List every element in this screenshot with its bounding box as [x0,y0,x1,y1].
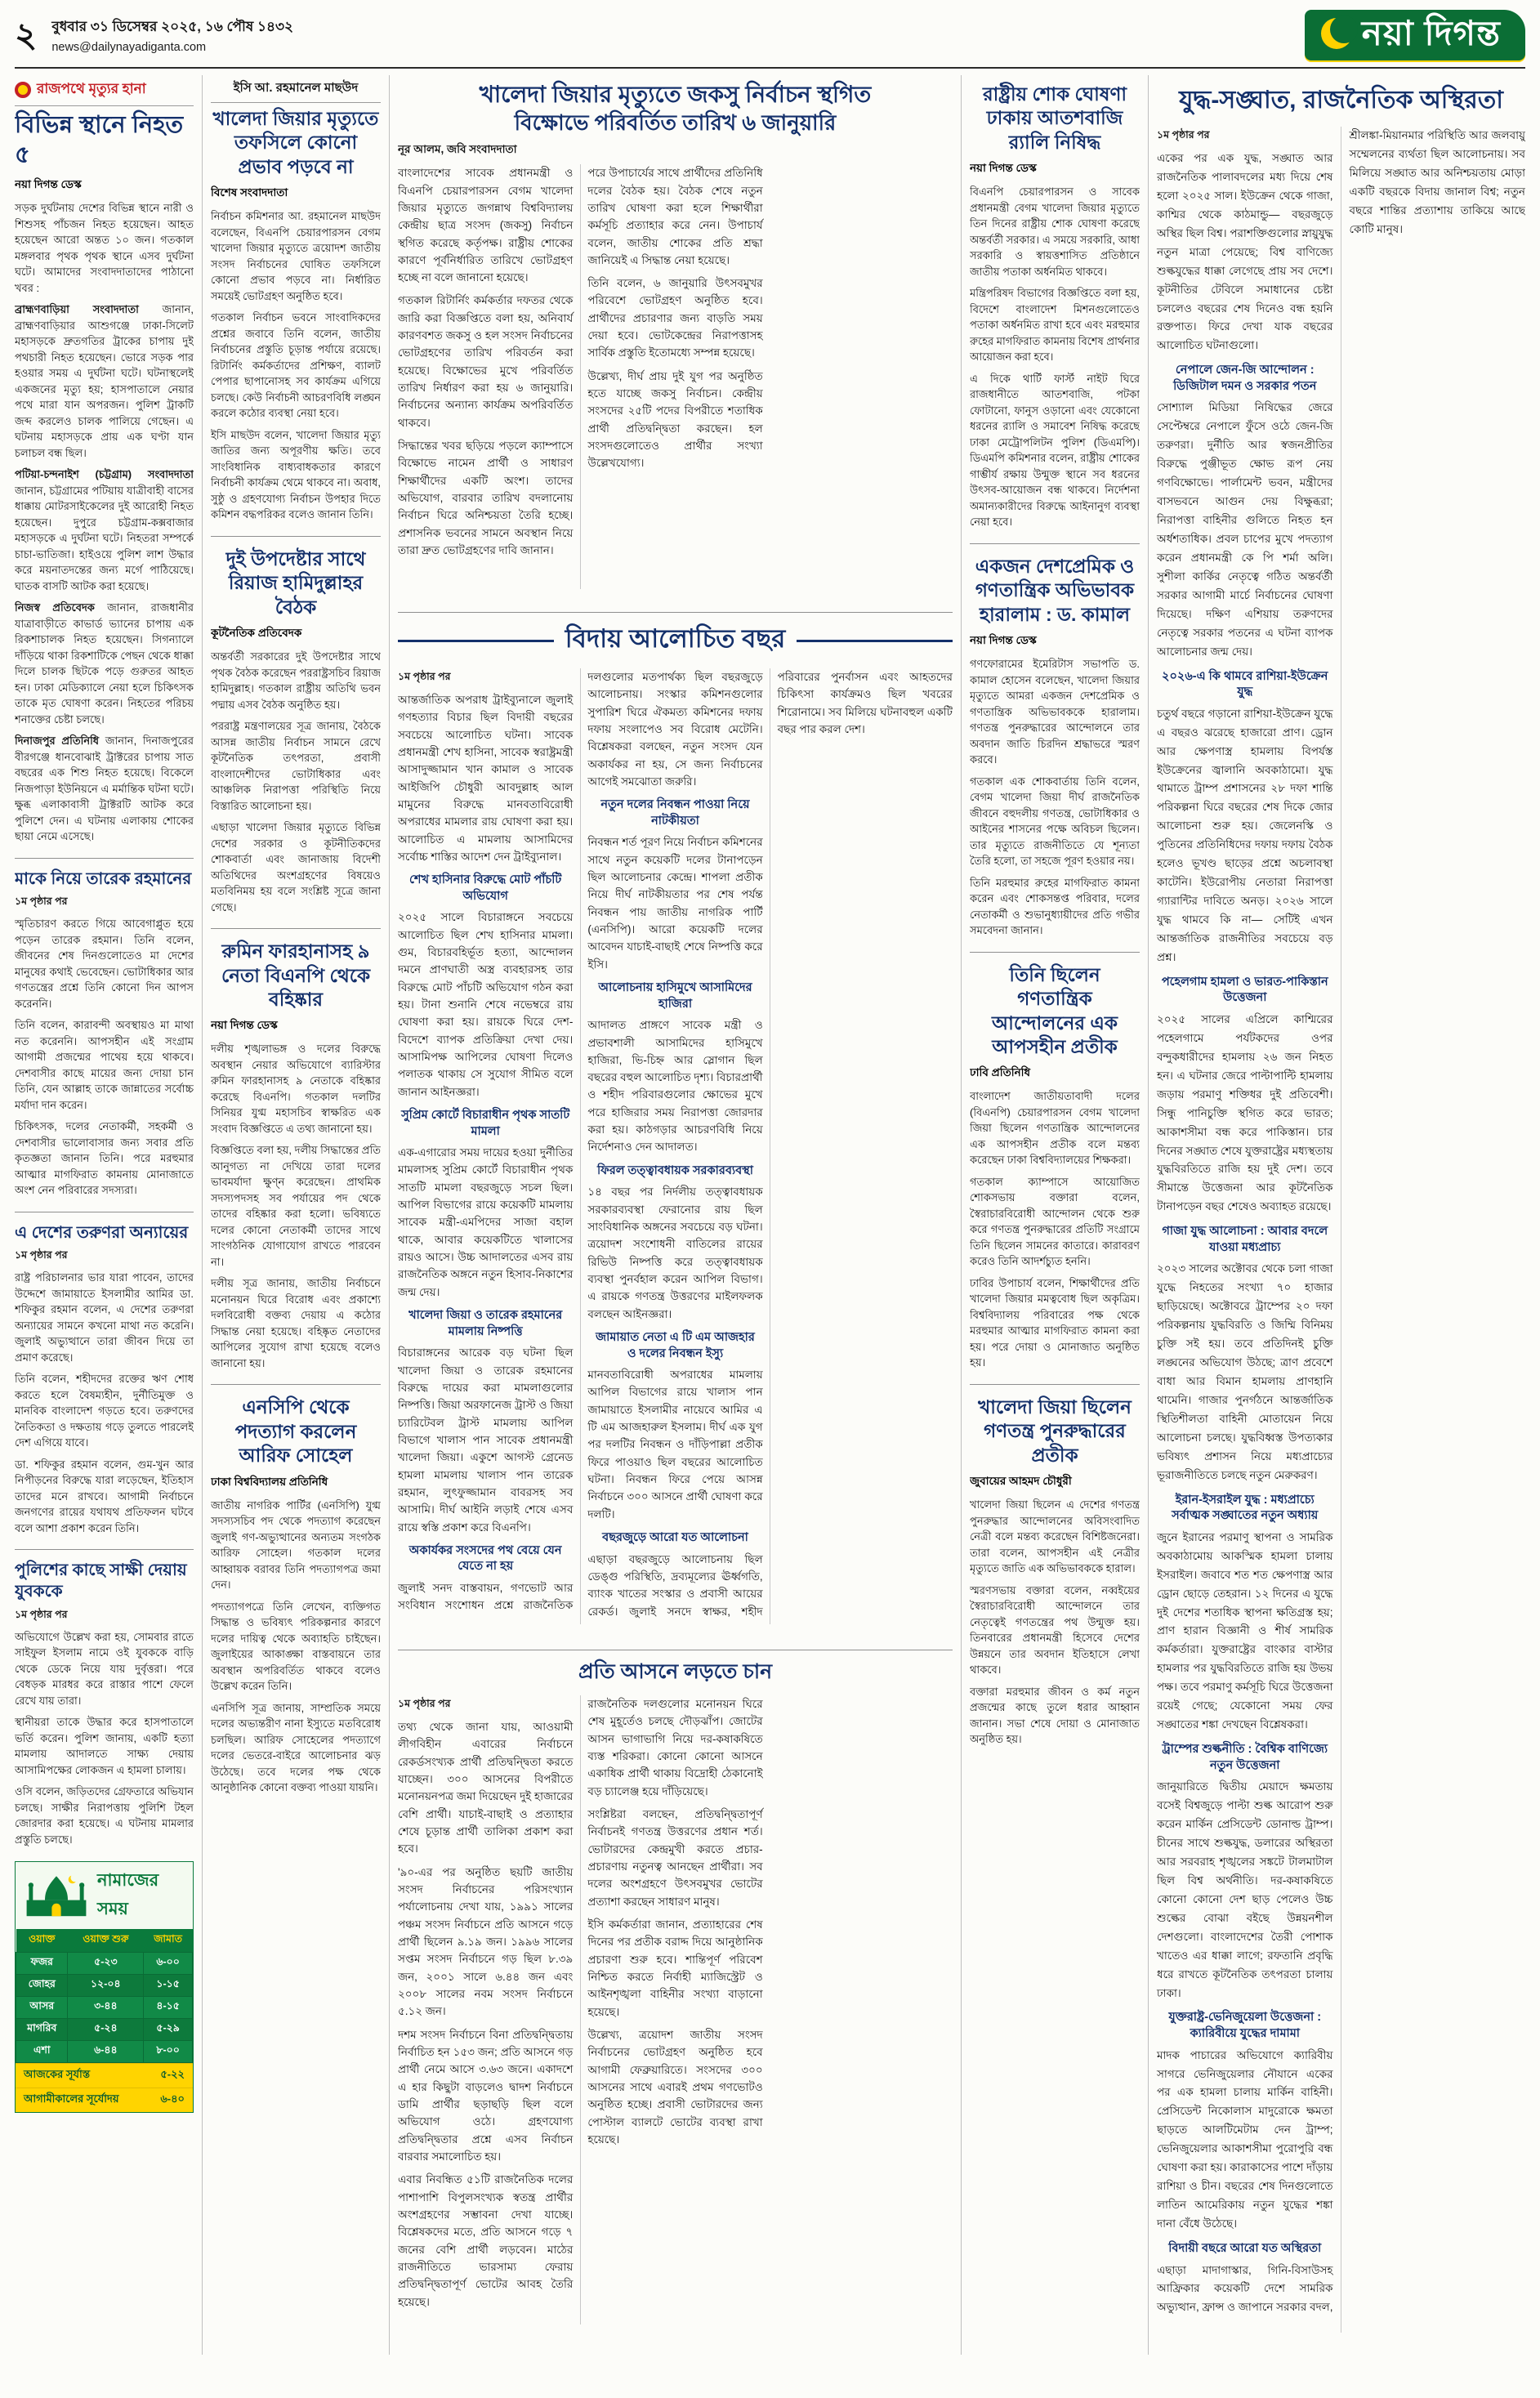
sunset-row [16,2063,193,2088]
news-paragraph: স্থানীয়রা তাকে উদ্ধার করে হাসপাতালে ভর্তি করেন। পুলিশ জানায়, একটি হত্যা মামলায় আদালতে সাক্ষ্য দেয়ায় আসামিপক্ষের লোকজন এ হামলা চালায়। [15,1716,194,1776]
column-middle [389,75,961,2355]
news-paragraph: অন্তর্বর্তী সরকারের দুই উপদেষ্টার সাথে পৃথক বৈঠক করেছেন পররাষ্ট্রসচিব রিয়াজ হামিদুল্লাহ। গতকাল রাষ্ট্রীয় অতিথি ভবন পদ্মায় এসব বৈঠক অনুষ্ঠিত হয়। [211,650,381,711]
dateline: নিজস্ব প্রতিবেদক [15,601,95,614]
news-paragraph [15,467,194,594]
prayer-table [16,1929,193,2063]
news-paragraph: এছাড়া বছরজুড়ে আলোচনায় ছিল ডেঙ্গু পরিস্থিতি, দ্রব্যমূল্যের ঊর্ধ্বগতি, ব্যাংক খাতের সংস্কার ও প্রবাসী আয়ের রেকর্ড। জুলাই সনদে স্বাক্ষর, শহীদ পরিবারের পুনর্বাসন এবং আহতদের চিকিৎসা কার্যক্রমও ছিল খবরের শিরোনামে। সব মিলিয়ে ঘটনাবহুল একটি বছর পার করল দেশ। [587,671,953,1618]
continued-from-page1: ১ম পৃষ্ঠার পর [1157,129,1210,141]
section-subhead: শেখ হাসিনার বিরুদ্ধে মোট পাঁচটি অভিযোগ [409,873,562,903]
news-paragraph: বাংলাদেশ জাতীয়তাবাদী দলের (বিএনপি) চেয়ারপারসন বেগম খালেদা জিয়া ছিলেন গণতান্ত্রিক আন্দোলনের এক আপসহীন প্রতীক বলে মন্তব্য করেছেন ঢাকা বিশ্ববিদ্যালয়ের শিক্ষকরা। [970,1090,1140,1167]
news-paragraph: একের পর এক যুদ্ধ, সঙ্ঘাত আর রাজনৈতিক পালাবদলের মধ্য দিয়ে শেষ হলো ২০২৫ সাল। ইউক্রেন থেকে গাজা, কাশ্মির থেকে কাঠমান্ডু— বছরজুড়ে অস্থির ছিল বিশ্ব। পরাশক্তিগুলোর স্নায়ুযুদ্ধ নতুন মাত্রা পেয়েছে; বিশ্ব বাণিজ্যে শুল্কযুদ্ধের ধাক্কা লেগেছে প্রায় সব দেশে। কূটনীতির টেবিলে সমাধানের চেষ্টা চললেও বছরের শেষ দিনেও বন্ধ হয়নি রক্তপাত। ফিরে দেখা যাক বছরের আলোচিত ঘটনাগুলো। [1157,152,1333,352]
news-paragraph [15,733,194,845]
article-headline: এ দেশের তরুণরা অন্যায়ের [15,1223,189,1242]
road-accident-icon [15,82,31,98]
decorative-rule [398,640,554,642]
prayer-col-header: ওয়াক্ত শুরু [68,1929,144,1953]
news-paragraph: পরে উপাচার্যের সাথে প্রার্থীদের প্রতিনিধি দলের বৈঠক হয়। বৈঠক শেষে নতুন তারিখ ঘোষণা করা হলে শিক্ষার্থীরা কর্মসূচি প্রত্যাহার করে নেন। উপাচার্য বলেন, জাতীয় শোকের প্রতি শ্রদ্ধা জানিয়েই এ সিদ্ধান্ত নেয়া হয়েছে। [587,167,763,266]
prayer-times-widget [15,1861,194,2113]
section-subhead: যুক্তরাষ্ট্র-ভেনিজুয়েলা উত্তেজনা : ক্যারিবীয়ে যুদ্ধের দামামা [1168,2011,1322,2040]
byline: কূটনৈতিক প্রতিবেদক [211,627,302,640]
prayer-row [16,1953,193,1975]
column-1 [15,75,202,2355]
article-headline: যুদ্ধ-সঙ্ঘাত, রাজনৈতিক অস্থিরতা [1179,87,1503,114]
news-paragraph: অভিযোগে উল্লেখ করা হয়, সোমবার রাতে সাইফুল ইসলাম নামে ওই যুবককে বাড়ি থেকে ডেকে নিয়ে যায় দুর্বৃত্তরা। পরে বেধড়ক মারধর করে রাস্তার পাশে ফেলে রেখে যায় তারা। [15,1630,194,1707]
mosque-icon [22,1873,91,1918]
section-subhead: জামায়াত নেতা এ টি এম আজহার ও দলের নিবন্ধন ইস্যু [596,1330,755,1360]
article-headline: মাকে নিয়ে তারেক রহমানের [15,869,192,888]
article-body [1157,127,1525,2333]
news-paragraph: বিচারাঙ্গনের আরেক বড় ঘটনা ছিল খালেদা জিয়া ও তারেক রহমানের বিরুদ্ধে দায়ের করা মামলাগুলোর নিষ্পত্তি। জিয়া অরফানেজ ট্রাস্ট ও জিয়া চ্যারিটেবল ট্রাস্ট মামলায় আপিল বিভাগে খালাস পান সাবেক প্রধানমন্ত্রী খালেদা জিয়া। একুশে আগস্ট গ্রেনেড হামলা মামলায় খালাস পান তারেক রহমান, লুৎফুজ্জামান বাবরসহ সব আসামি। দীর্ঘ আইনি লড়াই শেষে এসব রায়ে স্বস্তি প্রকাশ করে বিএনপি। [398,1346,574,1534]
section-subhead: বিদায়ী বছরে আরো যত অস্থিরতা [1168,2241,1322,2255]
prayer-row [16,2019,193,2041]
prayer-row [16,2041,193,2063]
prayer-header [16,1862,193,1926]
news-paragraph: তথ্য থেকে জানা যায়, আওয়ামী লীগবিহীন এবারের নির্বাচনে রেকর্ডসংখ্যক প্রার্থী প্রতিদ্বন্দ্বিতা করতে যাচ্ছেন। ৩০০ আসনের বিপরীতে মনোনয়নপত্র জমা দিয়েছেন দুই হাজারের বেশি প্রার্থী। যাচাই-বাছাই ও প্রত্যাহার শেষে চূড়ান্ত প্রার্থী তালিকা প্রকাশ করা হবে। [398,1721,574,1855]
article-world-unrest [1157,80,1525,2333]
news-paragraph: গতকাল নির্বাচন ভবনে সাংবাদিকদের প্রশ্নের জবাবে তিনি বলেন, জাতীয় নির্বাচনের প্রস্তুতি চূড়ান্ত পর্যায়ে রয়েছে। রিটার্নিং কর্মকর্তাদের প্রশিক্ষণ, ব্যালট পেপার ছাপানোসহ সব কার্যক্রম এগিয়ে চলছে। কেউ নির্বাচনী আচরণবিধি লঙ্ঘন করলে কঠোর ব্যবস্থা নেয়া হবে। [211,311,381,420]
kicker-row [15,78,194,106]
dateline: ব্রাহ্মণবাড়িয়া সংবাদদাতা [15,303,139,316]
news-paragraph [15,600,194,727]
news-paragraph: দশম সংসদ নির্বাচনে বিনা প্রতিদ্বন্দ্বিতায় নির্বাচিত হন ১৫৩ জন; প্রতি আসনে গড় প্রার্থী নেমে আসে ৩.৬৩ জনে। একাদশে এ হার কিছুটা বাড়লেও দ্বাদশ নির্বাচনে ডামি প্রার্থীর ছড়াছড়ি ছিল বলে অভিযোগ ওঠে। গ্রহণযোগ্য প্রতিদ্বন্দ্বিতার প্রশ্নে এসব নির্বাচন বারবার সমালোচিত হয়। [398,2028,574,2163]
news-paragraph: এছাড়া মাদাগাস্কার, গিনি-বিসাউসহ আফ্রিকার কয়েকটি দেশে সামরিক অভ্যুত্থান, ফ্রান্স ও জাপানে সরকার বদল, শ্রীলঙ্কা-মিয়ানমার পরিস্থিতি আর জলবায়ু সম্মেলনের ব্যর্থতা ছিল আলোচনায়। সব মিলিয়ে সঙ্ঘাত আর অনিশ্চয়তায় মোড়া একটি বছরকে বিদায় জানাল বিশ্ব; নতুন বছরে শান্তির প্রত্যাশায় তাকিয়ে আছে কোটি মানুষ। [1157,129,1525,2314]
decorative-rule [797,640,953,642]
news-paragraph: খালেদা জিয়া ছিলেন এ দেশের গণতন্ত্র পুনরুদ্ধার আন্দোলনের অবিসংবাদিত নেত্রী বলে মন্তব্য করেছেন বিশিষ্টজনেরা। তারা বলেন, আপসহীন এই নেত্রীর মৃত্যুতে জাতি এক অভিভাবককে হারাল। [970,1498,1140,1575]
article-headline-line1: খালেদা জিয়ার মৃত্যুতে জকসু নির্বাচন স্থগিত [479,82,872,107]
news-paragraph: সোশ্যাল মিডিয়া নিষিদ্ধের জেরে সেপ্টেম্বরে নেপালে ফুঁসে ওঠে জেন-জি তরুণরা। দুর্নীতি আর স্বজনপ্রীতির বিরুদ্ধে পুঞ্জীভূত ক্ষোভ রূপ নেয় গণবিক্ষোভে। পার্লামেন্ট ভবন, মন্ত্রীদের বাসভবনে আগুন দেয় বিক্ষুব্ধরা; নিরাপত্তা বাহিনীর গুলিতে নিহত হন অর্ধশতাধিক। প্রবল চাপের মুখে পদত্যাগ করেন প্রধানমন্ত্রী কে পি শর্মা অলি। সুশীলা কার্কির নেতৃত্বে গঠিত অন্তর্বর্তী সরকার আগামী মার্চে নির্বাচনের ঘোষণা দিয়েছে। দক্ষিণ এশিয়ায় তরুণদের নেতৃত্বে সরকার পতনের এ ঘটনা ব্যাপক আলোচনার জন্ম দেয়। [1157,401,1333,658]
news-paragraph: এক-এগারোর সময় দায়ের হওয়া দুর্নীতির মামলাসহ সুপ্রিম কোর্টে বিচারাধীন পৃথক সাতটি মামলা বছরজুড়ে সচল ছিল। আপিল বিভাগের রায়ে কয়েকটি মামলায় সাবেক মন্ত্রী-এমপিদের সাজা বহাল থাকে, আবার কয়েকটিতে খালাসের রায়ও আসে। উচ্চ আদালতের এসব রায় রাজনৈতিক অঙ্গনে নতুন হিসাব-নিকাশের জন্ম দেয়। [398,1146,574,1298]
article-body [398,1695,953,2324]
continued-from-page1: ১ম পৃষ্ঠার পর [398,1698,451,1709]
news-paragraph: উল্লেখ্য, দীর্ঘ প্রায় দুই যুগ পর অনুষ্ঠিত হতে যাচ্ছে জকসু নির্বাচন। কেন্দ্রীয় সংসদের ২৫টি পদের বিপরীতে শতাধিক প্রার্থী প্রতিদ্বন্দ্বিতা করছেন। হল সংসদগুলোতেও প্রার্থীর সংখ্যা উল্লেখযোগ্য। [587,369,763,470]
news-paragraph: জানুয়ারিতে দ্বিতীয় মেয়াদে ক্ষমতায় বসেই বিশ্বজুড়ে পাল্টা শুল্ক আরোপ শুরু করেন মার্কিন প্রেসিডেন্ট ডোনাল্ড ট্রাম্প। চীনের সাথে শুল্কযুদ্ধ, ডলারের অস্থিরতা আর সরবরাহ শৃঙ্খলের সঙ্কটে টালমাটাল ছিল বিশ্ব অর্থনীতি। দর-কষাকষিতে কোনো কোনো দেশ ছাড় পেলেও উচ্চ শুল্কের বোঝা বইছে উন্নয়নশীল দেশগুলো। বাংলাদেশের তৈরী পোশাক খাতেও এর ধাক্কা লাগে; রফতানি প্রবৃদ্ধি ধরে রাখতে কূটনৈতিক তৎপরতা চালায় ঢাকা। [1157,1780,1333,1999]
news-paragraph: গণফোরামের ইমেরিটাস সভাপতি ড. কামাল হোসেন বলেছেন, খালেদা জিয়ার মৃত্যুতে আমরা একজন দেশপ্রেমিক ও গণতান্ত্রিক অভিভাবককে হারালাম। গণতন্ত্র পুনরুদ্ধারের আন্দোলনে তার অবদান জাতি চিরদিন শ্রদ্ধাভরে স্মরণ করবে। [970,658,1140,766]
sunrise-time: ৬-৪০ [160,2092,185,2106]
section-year-review [398,612,953,1643]
news-paragraph: তিনি বলেন, শহীদদের রক্তের ঋণ শোধ করতে হলে বৈষম্যহীন, দুর্নীতিমুক্ত ও মানবিক বাংলাদেশ গড়তে হবে। তরুণদের নৈতিকতা ও দক্ষতায় গড়ে তুলতে পারলেই দেশ এগিয়ে যাবে। [15,1373,194,1449]
news-paragraph: বিএনপি চেয়ারপারসন ও সাবেক প্রধানমন্ত্রী বেগম খালেদা জিয়ার মৃত্যুতে তিন দিনের রাষ্ট্রীয় শোক ঘোষণা করেছে অন্তর্বর্তী সরকার। এ সময়ে সরকারি, আধা সরকারি ও স্বায়ত্তশাসিত প্রতিষ্ঠানে জাতীয় পতাকা অর্ধনমিত থাকবে। [970,185,1140,278]
section-subhead: আলোচনায় হাসিমুখে আসামিদের হাজিরা [598,981,752,1011]
crescent-icon [1321,18,1352,49]
continued-from-page1: ১ম পৃষ্ঠার পর [15,1608,68,1620]
section-subhead: সুপ্রিম কোর্টে বিচারাধীন পৃথক সাতটি মামলা [401,1109,570,1138]
article-headline: তিনি ছিলেন গণতান্ত্রিক আন্দোলনের এক আপসহীন প্রতীক [992,963,1118,1057]
article-youth [15,1212,194,1543]
column-2 [202,75,389,2355]
continued-from-page1: ১ম পৃষ্ঠার পর [398,671,451,682]
sunset-label: আজকের সূর্যাস্ত [24,2068,91,2081]
section-title: বিদায় আলোচিত বছর [565,624,786,653]
continued-from-page1: ১ম পৃষ্ঠার পর [15,1249,68,1262]
section-body [398,668,953,1624]
news-paragraph: ঢাবির উপাচার্য বলেন, শিক্ষার্থীদের প্রতি খালেদা জিয়ার মমত্ববোধ ছিল অকৃত্রিম। বিশ্ববিদ্যালয় পরিবারের পক্ষ থেকে মরহুমার আত্মার মাগফিরাত কামনা করা হয়। পরে দোয়া ও মোনাজাত অনুষ্ঠিত হয়। [970,1276,1140,1369]
news-paragraph: এনসিপি সূত্র জানায়, সাম্প্রতিক সময়ে দলের অভ্যন্তরীণ নানা ইস্যুতে মতবিরোধ চলছিল। আরিফ সোহেলের পদত্যাগে দলের ভেতরে-বাইরে আলোচনার ঝড় উঠেছে। তবে দলের পক্ষ থেকে আনুষ্ঠানিক কোনো বক্তব্য পাওয়া যায়নি। [211,1701,381,1794]
section-title-row [398,619,953,662]
prayer-start: ৫-২৩ [68,1953,144,1975]
news-paragraph: ১৪ বছর পর নির্দলীয় তত্ত্বাবধায়ক সরকারব্যবস্থা ফেরানোর রায় ছিল সাংবিধানিক অঙ্গনের সবচেয়ে বড় ঘটনা। ত্রয়োদশ সংশোধনী বাতিলের রায়ের রিভিউ নিষ্পত্তি করে তত্ত্বাবধায়ক ব্যবস্থা পুনর্বহাল করেন আপিল বিভাগ। এ রায়কে গণতন্ত্র উত্তরণের মাইলফলক বলছেন আইনজ্ঞরা। [587,1186,763,1320]
byline: বিশেষ সংবাদদাতা [211,186,288,199]
article-dr-kamal [970,543,1140,944]
article-headline: এনসিপি থেকে পদত্যাগ করলেন আরিফ সোহেল [234,1396,357,1467]
news-paragraph: তিনি বলেন, ৬ জানুয়ারি উৎসবমুখর পরিবেশে ভোটগ্রহণ অনুষ্ঠিত হবে। প্রার্থীদের প্রচারণার জন্য বাড়তি সময় দেয়া হবে। ভোটকেন্দ্রের নিরাপত্তাসহ সার্বিক প্রস্তুতি ইতোমধ্যে সম্পন্ন হয়েছে। [587,277,763,359]
article-foreign-secretary-meeting [211,536,381,921]
article-kicker: রাজপথে মৃত্যুর হানা [37,81,146,96]
news-paragraph: গতকাল ক্যাম্পাসে আয়োজিত শোকসভায় বক্তারা বলেন, স্বৈরাচারবিরোধী আন্দোলন থেকে শুরু করে গণতন্ত্র পুনরুদ্ধারের প্রতিটি সংগ্রামে তিনি ছিলেন সামনের কাতারে। কারাবরণ করেও তিনি আদর্শচ্যুত হননি। [970,1175,1140,1268]
news-paragraph: এ দিকে থার্টি ফার্স্ট নাইট ঘিরে রাজধানীতে আতশবাজি, পটকা ফোটানো, ফানুস ওড়ানো এবং যেকোনো ধরনের র‌্যালি ও সমাবেশ নিষিদ্ধ করেছে ঢাকা মেট্রোপলিটন পুলিশ (ডিএমপি)। ডিএমপি কমিশনার বলেন, রাষ্ট্রীয় শোকের গাম্ভীর্য রক্ষায় উন্মুক্ত স্থানে সব ধরনের উৎসব-আয়োজন বন্ধ থাকবে। নির্দেশনা অমান্যকারীদের বিরুদ্ধে আইনানুগ ব্যবস্থা নেয়া হবে। [970,372,1140,529]
article-tarek-mother [15,858,194,1204]
sunrise-label: আগামীকালের সূর্যোদয় [24,2092,119,2106]
article-du-tribute [970,952,1140,1377]
news-paragraph [15,301,194,461]
news-paragraph: '৯০-এর পর অনুষ্ঠিত ছয়টি জাতীয় সংসদ নির্বাচনের পরিসংখ্যান পর্যালোচনায় দেখা যায়, ১৯৯১ সালের পঞ্চম সংসদ নির্বাচনে প্রতি আসনে গড়ে প্রার্থী ছিলেন ৯.১৯ জন। ১৯৯৬ সালের সপ্তম সংসদ নির্বাচনে গড় ছিল ৮.৩৯ জন, ২০০১ সালে ৬.৪৪ জন এবং ২০০৮ সালের নবম সংসদ নির্বাচনে ৫.১২ জন। [398,1865,574,2018]
article-khaleda-democracy [970,1384,1140,1753]
article-bnp-expulsion [211,928,381,1377]
newspaper-logo [1305,10,1525,60]
news-text: জানান, রাজধানীর যাত্রাবাড়ীতে কাভার্ড ভ্যানের চাপায় এক রিকশাচালক নিহত হয়েছেন। সিগন্যালে দাঁড়িয়ে থাকা রিকশাটিকে পেছন থেকে ধাক্কা দিলে চালক ছিটকে পড়ে গুরুতর আহত হন। ঢাকা মেডিক্যালে নেয়া হলে চিকিৎসক তাকে মৃত ঘোষণা করেন। নিহতের পরিচয় শনাক্তের চেষ্টা চলছে। [15,601,194,726]
section-subhead: ফিরল তত্ত্বাবধায়ক সরকারব্যবস্থা [597,1163,753,1177]
prayer-jamat: ৫-২৯ [144,2019,193,2041]
article-headline: রাষ্ট্রীয় শোক ঘোষণা ঢাকায় আতশবাজি র‌্যালি নিষিদ্ধ [982,83,1127,153]
article-headline: একজন দেশপ্রেমিক ও গণতান্ত্রিক অভিভাবক হারালাম : ড. কামাল [975,555,1135,625]
dateline: পটিয়া-চন্দনাইশ (চট্টগ্রাম) সংবাদদাতা [15,468,194,481]
article-headline: পুলিশের কাছে সাক্ষী দেয়ায় যুবককে [15,1561,187,1601]
sunrise-row [16,2088,193,2112]
page-number: ২ [15,16,38,54]
news-paragraph: পররাষ্ট্র মন্ত্রণালয়ের সূত্র জানায়, বৈঠকে আসন্ন জাতীয় নির্বাচন সামনে রেখে কূটনৈতিক তৎপরতা, প্রবাসী বাংলাদেশীদের ভোটাধিকার এবং আঞ্চলিক নিরাপত্তা পরিস্থিতি নিয়ে বিস্তারিত আলোচনা হয়। [211,720,381,812]
byline: জুবায়ের আহমদ চৌধুরী [970,1475,1072,1488]
date-line: বুধবার ৩১ ডিসেম্বর ২০২৫, ১৬ পৌষ ১৪৩২ [51,19,294,34]
news-paragraph: ইসি কর্মকর্তারা জানান, প্রত্যাহারের শেষ দিনের পর প্রতীক বরাদ্দ দিয়ে আনুষ্ঠানিক প্রচারণা শুরু হবে। শান্তিপূর্ণ পরিবেশ নিশ্চিত করতে নির্বাহী ম্যাজিস্ট্রেট ও আইনশৃঙ্খলা বাহিনীর সংখ্যা বাড়ানো হয়েছে। [587,1918,763,2018]
news-paragraph: বক্তারা মরহুমার জীবন ও কর্ম নতুন প্রজন্মের কাছে তুলে ধরার আহ্বান জানান। সভা শেষে দোয়া ও মোনাজাত অনুষ্ঠিত হয়। [970,1685,1140,1746]
news-paragraph: পদত্যাগপত্রে তিনি লেখেন, ব্যক্তিগত সিদ্ধান্ত ও ভবিষ্যৎ পরিকল্পনার কারণে দলের দায়িত্ব থেকে অব্যাহতি চাইছেন। জুলাইয়ের আকাঙ্ক্ষা বাস্তবায়নে তার অবস্থান অপরিবর্তিত থাকবে বলেও উল্লেখ করেন তিনি। [211,1600,381,1693]
section-subhead: নতুন দলের নিবন্ধন পাওয়া নিয়ে নাটকীয়তা [600,798,750,828]
news-paragraph: এবার নিবন্ধিত ৫১টি রাজনৈতিক দলের পাশাপাশি বিপুলসংখ্যক স্বতন্ত্র প্রার্থীর অংশগ্রহণের সম্ভাবনা দেখা যাচ্ছে। বিশ্লেষকদের মতে, প্রতি আসনে গড়ে ৭ জনের বেশি প্রার্থী লড়বেন। মাঠের রাজনীতিতে ভারসাম্য ফেরায় প্রতিদ্বন্দ্বিতাপূর্ণ ভোটের আবহ তৈরি হয়েছে। [398,2173,574,2308]
prayer-jamat: ৮-০০ [144,2041,193,2063]
page-header [15,10,1525,69]
page-columns [15,75,1525,2355]
news-paragraph: এছাড়া খালেদা জিয়ার মৃত্যুতে বিভিন্ন দেশের সরকার ও কূটনীতিকদের শোকবার্তা এবং জানাজায় বিদেশী অতিথিদের অংশগ্রহণের বিষয়েও মতবিনিময় হয় বলে সংশ্লিষ্ট সূত্রে জানা গেছে। [211,821,381,913]
section-subhead: ইরান-ইসরাইল যুদ্ধ : মধ্যপ্রাচ্যে সর্বাত্মক সঙ্ঘাতের নতুন অধ্যায় [1172,1493,1319,1523]
prayer-jamat: ৪-১৫ [144,1997,193,2019]
dateline: দিনাজপুর প্রতিনিধি [15,735,100,748]
article-state-mourning [970,78,1140,536]
article-ncp-resignation [211,1384,381,1801]
news-paragraph: স্মৃতিচারণ করতে গিয়ে আবেগাপ্লুত হয়ে পড়েন তারেক রহমান। তিনি বলেন, জীবনের শেষ দিনগুলোতেও মা দেশের মানুষের কথাই ভেবেছেন। ভোটাধিকার আর গণতন্ত্রের প্রশ্নে তিনি কোনো দিন আপস করেননি। [15,918,194,1010]
byline: নয়া দিগন্ত ডেস্ক [970,634,1037,647]
prayer-jamat: ৬-০০ [144,1953,193,1975]
section-subhead: ২০২৬-এ কি থামবে রাশিয়া-ইউক্রেন যুদ্ধ [1162,669,1328,699]
article-headline: খালেদা জিয়ার মৃত্যুতে তফসিলে কোনো প্রভাব পড়বে না [212,108,379,177]
news-paragraph: গতকাল রিটার্নিং কর্মকর্তার দফতর থেকে জারি করা বিজ্ঞপ্তিতে বলা হয়, অনিবার্য কারণবশত জকসু ও হল সংসদ নির্বাচনের ভোটগ্রহণের তারিখ পরিবর্তন করা হয়েছে। বিক্ষোভের মুখে পরিবর্তিত তারিখ নির্ধারণ করা হয় ৬ জানুয়ারি। নির্বাচনের অন্যান্য কার্যক্রম অপরিবর্তিত থাকবে। [398,294,574,429]
news-paragraph: তিনি বলেন, কারাবন্দী অবস্থায়ও মা মাথা নত করেননি। আপসহীন এই সংগ্রাম আগামী প্রজন্মের পাথেয় হয়ে থাকবে। দেশবাসীর কাছে মায়ের জন্য দোয়া চান তিনি, যেন আল্লাহ তাকে জান্নাতের সর্বোচ্চ মর্যাদা দান করেন। [15,1019,194,1111]
news-paragraph: তিনি মরহুমার রুহের মাগফিরাত কামনা করেন এবং শোকসন্তপ্ত পরিবার, দলের নেতাকর্মী ও শুভানুধ্যায়ীদের প্রতি গভীর সমবেদনা জানান। [970,876,1140,937]
prayer-header-row [16,1929,193,1953]
section-subhead: পহেলগাম হামলা ও ভারত-পাকিস্তান উত্তেজনা [1161,975,1328,1005]
contact-email[interactable]: news@dailynayadiganta.com [51,41,207,54]
continued-from-page1: ১ম পৃষ্ঠার পর [15,895,68,908]
logo-text: নয়া দিগন্ত [1361,14,1501,52]
prayer-row [16,1997,193,2019]
news-paragraph: সিদ্ধান্তের খবর ছড়িয়ে পড়লে ক্যাম্পাসে বিক্ষোভে নামেন প্রার্থী ও সাধারণ শিক্ষার্থীদের একটি অংশ। তাদের অভিযোগ, বারবার তারিখ বদলানোয় নির্বাচন ঘিরে অনিশ্চয়তা তৈরি হচ্ছে। প্রশাসনিক ভবনের সামনে অবস্থান নিয়ে তারা দ্রুত ভোটগ্রহণের দাবি জানান। [398,440,574,557]
news-paragraph: জাতীয় নাগরিক পার্টির (এনসিপি) যুগ্ম সদস্যসচিব পদ থেকে পদত্যাগ করেছেন জুলাই গণ-অভ্যুত্থানের অন্যতম সংগঠক আরিফ সোহেল। গতকাল দলের আহ্বায়ক বরাবর তিনি পদত্যাগপত্র জমা দেন। [211,1498,381,1592]
news-paragraph: বিজ্ঞপ্তিতে বলা হয়, দলীয় সিদ্ধান্তের প্রতি আনুগত্য না দেখিয়ে তারা দলের ভাবমর্যাদা ক্ষুণ্ন করেছেন। প্রাথমিক সদস্যপদসহ সব পর্যায়ের পদ থেকে তাদের বহিষ্কার করা হলো। ভবিষ্যতে দলের কোনো নেতাকর্মী তাদের সাথে সাংগঠনিক যোগাযোগ রাখতে পারবেন না। [211,1144,381,1268]
article-road-deaths [15,78,194,851]
section-subhead: নেপালে জেন-জি আন্দোলন : ডিজিটাল দমন ও সরকার পতন [1173,364,1317,393]
prayer-jamat: ১-১৫ [144,1975,193,1997]
news-paragraph: মানবতাবিরোধী অপরাধের মামলায় আপিল বিভাগের রায়ে খালাস পান জামায়াতে ইসলামীর নায়েবে আমির এ টি এম আজহারুল ইসলাম। দীর্ঘ এক যুগ পর দলটির নিবন্ধন ও দাঁড়িপাল্লা প্রতীক ফিরে পাওয়াও ছিল বছরের আলোচিত ঘটনা। নিবন্ধন ফিরে পেয়ে আসন্ন নির্বাচনে ৩০০ আসনে প্রার্থী ঘোষণা করে দলটি। [587,1369,763,1521]
news-paragraph: নির্বাচন কমিশনার আ. রহমানেল মাছউদ বলেছেন, বিএনপি চেয়ারপারসন বেগম খালেদা জিয়ার মৃত্যুতে ত্রয়োদশ জাতীয় সংসদ নির্বাচনের ঘোষিত তফসিলে কোনো প্রভাব পড়বে না। নির্ধারিত সময়েই ভোটগ্রহণ অনুষ্ঠিত হবে। [211,210,381,302]
news-paragraph: দলীয় সূত্র জানায়, জাতীয় নির্বাচনে মনোনয়ন ঘিরে বিরোধ এবং প্রকাশ্যে দলবিরোধী বক্তব্য দেয়ায় এ কঠোর সিদ্ধান্ত নেয়া হয়েছে। বহিষ্কৃত নেতাদের আপিলের সুযোগ রাখা হয়েছে বলেও জানানো হয়। [211,1277,381,1369]
prayer-name: মাগরিব [16,2019,68,2041]
prayer-start: ৫-২৪ [68,2019,144,2041]
news-paragraph: চতুর্থ বছরে গড়ানো রাশিয়া-ইউক্রেন যুদ্ধে এ বছরও ঝরেছে হাজারো প্রাণ। ড্রোন আর ক্ষেপণাস্ত্র হামলায় বিপর্যস্ত ইউক্রেনের জ্বালানি অবকাঠামো। যুদ্ধ থামাতে ট্রাম্প প্রশাসনের ২৮ দফা শান্তি পরিকল্পনা ঘিরে বছরের শেষ দিকে জোর আলোচনা শুরু হয়। জেলেনস্কি ও পুতিনের প্রতিনিধিদের দফায় দফায় বৈঠক হলেও ভূখণ্ড ছাড়ের প্রশ্নে অচলাবস্থা কাটেনি। ইউরোপীয় নেতারা নিরাপত্তা গ্যারান্টির দাবিতে অনড়। ২০২৬ সালে যুদ্ধ থামবে কি না— সেটিই এখন আন্তর্জাতিক রাজনীতির সবচেয়ে বড় প্রশ্ন। [1157,707,1333,963]
byline: নূর আলম, জবি সংবাদদাতা [398,143,517,156]
prayer-name: জোহর [16,1975,68,1997]
news-paragraph: রাজনৈতিক দলগুলোর মনোনয়ন ঘিরে শেষ মুহূর্তেও চলছে দৌড়ঝাঁপ। জোটের আসন ভাগাভাগি নিয়ে দর-কষাকষিতে ব্যস্ত শরিকরা। কোনো কোনো আসনে একাধিক প্রার্থী থাকায় বিদ্রোহী ঠেকানোই বড় চ্যালেঞ্জ হয়ে দাঁড়িয়েছে। [587,1698,763,1797]
news-paragraph: জুনে ইরানের পরমাণু স্থাপনা ও সামরিক অবকাঠামোয় আকস্মিক হামলা চালায় ইসরাইল। জবাবে শত শত ক্ষেপণাস্ত্র আর ড্রোন ছোড়ে তেহরান। ১২ দিনের এ যুদ্ধে দুই দেশের শতাধিক স্থাপনা ক্ষতিগ্রস্ত হয়; প্রাণ হারান বিজ্ঞানী ও শীর্ষ সামরিক কর্মকর্তারা। যুক্তরাষ্ট্রের বাংকার বাস্টার হামলার পর যুদ্ধবিরতিতে রাজি হয় উভয় পক্ষ। তবে পরমাণু কর্মসূচি ঘিরে উত্তেজনা রয়েই গেছে; যেকোনো সময় ফের সঙ্ঘাতের শঙ্কা দেখছেন বিশ্লেষকরা। [1157,1530,1333,1731]
article-headline: প্রতি আসনে লড়তে চান [578,1660,772,1683]
article-joksu-election [398,78,953,605]
article-headline: রুমিন ফারহানাসহ ৯ নেতা বিএনপি থেকে বহিষ্কার [221,940,371,1010]
news-paragraph: আন্তর্জাতিক অপরাধ ট্রাইব্যুনালে জুলাই গণহত্যার বিচার ছিল বিদায়ী বছরের সবচেয়ে আলোচিত ঘটনা। সাবেক প্রধানমন্ত্রী শেখ হাসিনা, সাবেক স্বরাষ্ট্রমন্ত্রী আসাদুজ্জামান খান কামাল ও সাবেক আইজিপি চৌধুরী আবদুল্লাহ আল মামুনের বিরুদ্ধে মানবতাবিরোধী অপরাধের মামলার রায় ঘোষণা করা হয়। আলোচিত এ মামলায় আসামিদের সর্বোচ্চ শাস্তির আদেশ দেন ট্রাইব্যুনাল। [398,694,574,863]
byline: ঢাবি প্রতিনিধি [970,1066,1031,1079]
article-body [398,164,953,589]
news-paragraph: ওসি বলেন, জড়িতদের গ্রেফতারে অভিযান চলছে। সাক্ষীর নিরাপত্তায় পুলিশি টহল জোরদার করা হয়েছে। এ ঘটনায় মামলার প্রস্তুতি চলছে। [15,1785,194,1846]
news-paragraph: বাংলাদেশের সাবেক প্রধানমন্ত্রী ও বিএনপি চেয়ারপারসন বেগম খালেদা জিয়ার মৃত্যুতে জগন্নাথ বিশ্ববিদ্যালয় কেন্দ্রীয় ছাত্র সংসদ (জকসু) নির্বাচন স্থগিত করেছে কর্তৃপক্ষ। রাষ্ট্রীয় শোকের কারণে পূর্বনির্ধারিত তারিখে ভোটগ্রহণ হচ্ছে না বলে জানানো হয়েছে। [398,167,574,284]
news-text: জানান, চট্টগ্রামের পটিয়ায় যাত্রীবাহী বাসের ধাক্কায় মোটরসাইকেলের দুই আরোহী নিহত হয়েছেন। দুপুরে চট্টগ্রাম-কক্সবাজার মহাসড়কে এ দুর্ঘটনা ঘটে। নিহতরা সম্পর্কে চাচা-ভাতিজা। হাইওয়ে পুলিশ লাশ উদ্ধার করে ময়নাতদন্তের জন্য মর্গে পাঠিয়েছে। ঘাতক বাসটি আটক করা হয়েছে। [15,484,194,592]
section-subhead: গাজা যুদ্ধ আলোচনা : আবার বদলে যাওয়া মধ্যপ্রাচ্য [1162,1225,1328,1254]
prayer-start: ৬-৪৪ [68,2041,144,2063]
article-witness [15,1549,194,1853]
news-paragraph: সড়ক দুর্ঘটনায় দেশের বিভিন্ন স্থানে নারী ও শিশুসহ পাঁচজন নিহত হয়েছেন। আহত হয়েছেন আরো অন্তত ১০ জন। গতকাল মঙ্গলবার পৃথক পৃথক স্থানে এসব দুর্ঘটনা ঘটে। আমাদের সংবাদদাতাদের পাঠানো খবর : [15,202,194,294]
news-text: জানান, দিনাজপুরের বীরগঞ্জে ধানবোঝাই ট্রাক্টরের চাপায় সাত বছরের এক শিশু নিহত হয়েছে। বিকেলে নিজপাড়া ইউনিয়নে এ মর্মান্তিক ঘটনা ঘটে। ক্ষুব্ধ এলাকাবাসী ট্রাক্টরটি আটক করে পুলিশে দেন। এ ঘটনায় এলাকায় শোকের ছায়া নেমে এসেছে। [15,735,194,843]
prayer-name: ফজর [16,1953,68,1975]
column-right [1148,75,1525,2355]
prayer-name: এশা [16,2041,68,2063]
section-subhead: খালেদা জিয়া ও তারেক রহমানের মামলায় নিষ্পত্তি [408,1309,563,1338]
news-paragraph: গতকাল এক শোকবার্তায় তিনি বলেন, বেগম খালেদা জিয়া দীর্ঘ রাজনৈতিক জীবনে বহুদলীয় গণতন্ত্র, ভোটাধিকার ও আইনের শাসনের পক্ষে অবিচল ছিলেন। তার মৃত্যুতে রাজনীতিতে যে শূন্যতা তৈরি হলো, তা সহজে পূরণ হওয়ার নয়। [970,775,1140,868]
news-paragraph: স্মরণসভায় বক্তারা বলেন, নব্বইয়ের স্বৈরাচারবিরোধী আন্দোলনে তার নেতৃত্বেই গণতন্ত্রের পথ উন্মুক্ত হয়। তিনবারের প্রধানমন্ত্রী হিসেবে দেশের উন্নয়নে তার অবদান ইতিহাসে লেখা থাকবে। [970,1583,1140,1677]
news-paragraph: ২০২৫ সালে বিচারাঙ্গনে সবচেয়ে আলোচিত ছিল শেখ হাসিনার মামলা। গুম, বিচারবহির্ভূত হত্যা, আন্দোলন দমনে প্রাণঘাতী অস্ত্র ব্যবহারসহ তার বিরুদ্ধে মোট পাঁচটি অভিযোগ গঠন করা হয়। টানা শুনানি শেষে নভেম্বরে রায় ঘোষণা করা হয়। রায়কে ঘিরে দেশ-বিদেশে ব্যাপক প্রতিক্রিয়া দেখা দেয়। আসামিপক্ষ আপিলের ঘোষণা দিলেও পলাতক থাকায় সে সুযোগ সীমিত বলে জানান আইনজ্ঞরা। [398,911,574,1098]
section-subhead: ট্রাম্পের শুল্কনীতি : বৈশ্বিক বাণিজ্যে নতুন উত্তেজনা [1162,1743,1328,1772]
news-paragraph: ২০২৩ সালের অক্টোবর থেকে চলা গাজা যুদ্ধে নিহতের সংখ্যা ৭০ হাজার ছাড়িয়েছে। অক্টোবরে ট্রাম্পের ২০ দফা পরিকল্পনায় যুদ্ধবিরতি ও জিম্মি বিনিময় চুক্তি সই হয়। তবে প্রতিদিনই চুক্তি লঙ্ঘনের অভিযোগ উঠছে; ত্রাণ প্রবেশে বাধা আর বিমান হামলায় প্রাণহানি থামেনি। গাজার পুনর্গঠনে আন্তর্জাতিক স্থিতিশীলতা বাহিনী মোতায়েন নিয়ে আলোচনা চলছে। যুদ্ধবিধ্বস্ত উপত্যকার ভবিষ্যৎ প্রশাসন নিয়ে মধ্যপ্রাচ্যের ভূরাজনীতিতে চলছে নতুন মেরুকরণ। [1157,1262,1333,1481]
prayer-start: ১২-০৪ [68,1975,144,1997]
sunset-time: ৫-২২ [160,2068,185,2081]
section-subhead: অকার্যকর সংসদের পথ বেয়ে যেন যেতে না হয় [408,1543,562,1574]
article-kicker: ইসি আ. রহমানেল মাছউদ [211,78,381,103]
article-headline-line2: বিক্ষোভে পরিবর্তিত তারিখ ৬ জানুয়ারি [514,110,837,136]
news-paragraph: ইসি মাছউদ বলেন, খালেদা জিয়ার মৃত্যু জাতির জন্য অপূরণীয় ক্ষতি। তবে সাংবিধানিক বাধ্যবাধকতার কারণে নির্বাচনী কার্যক্রম থেমে থাকবে না। অবাধ, সুষ্ঠু ও গ্রহণযোগ্য নির্বাচন উপহার দিতে কমিশন বদ্ধপরিকর বলেও জানান তিনি। [211,428,381,521]
article-headline: দুই উপদেষ্টার সাথে রিয়াজ হামিদুল্লাহর বৈঠক [225,547,366,618]
byline: ঢাকা বিশ্ববিদ্যালয় প্রতিনিধি [211,1475,328,1488]
news-paragraph: মাদক পাচারের অভিযোগে ক্যারিবীয় সাগরে ভেনিজুয়েলার নৌযানে একের পর এক হামলা চালায় মার্কিন বাহিনী। প্রেসিডেন্ট নিকোলাস মাদুরোকে ক্ষমতা ছাড়তে আলটিমেটাম দেন ট্রাম্প; ভেনিজুয়েলার আকাশসীমা পুরোপুরি বন্ধ ঘোষণা করা হয়। কারাকাসের পাশে দাঁড়ায় রাশিয়া ও চীন। বছরের শেষ দিনগুলোতে লাতিন আমেরিকায় নতুন যুদ্ধের শঙ্কা দানা বেঁধে উঠেছে। [1157,2048,1333,2230]
news-paragraph: উল্লেখ্য, ত্রয়োদশ জাতীয় সংসদ নির্বাচনের ভোটগ্রহণ অনুষ্ঠিত হবে আগামী ফেব্রুয়ারিতে। সংসদের ৩০০ আসনের সাথে এবারই প্রথম গণভোটও অনুষ্ঠিত হচ্ছে। প্রবাসী ভোটারদের জন্য পোস্টাল ব্যালটে ভোটের ব্যবস্থা রাখা হয়েছে। [587,2028,763,2146]
byline: নয়া দিগন্ত ডেস্ক [970,162,1037,175]
date-block [51,16,293,54]
news-paragraph: দলীয় শৃঙ্খলাভঙ্গ ও দলের বিরুদ্ধে অবস্থান নেয়ার অভিযোগে ব্যারিস্টার রুমিন ফারহানাসহ ৯ নেতাকে বহিষ্কার করেছে বিএনপি। গতকাল দলটির সিনিয়র যুগ্ম মহাসচিব স্বাক্ষরিত এক সংবাদ বিজ্ঞপ্তিতে এ তথ্য জানানো হয়। [211,1043,381,1135]
prayer-title: নামাজের সময় [97,1871,159,1919]
article-candidates-per-seat [398,1650,953,2352]
news-text: জানান, ব্রাহ্মণবাড়িয়ার আশুগঞ্জে ঢাকা-সিলেট মহাসড়কে দ্রুতগতির ট্রাকের চাপায় দুই পথচারী নিহত হয়েছেন। ভোরে সড়ক পার হওয়ার সময় এ দুর্ঘটনা ঘটে। ঘটনাস্থলেই একজনের মৃত্যু হয়; হাসপাতালে নেয়ার পথে মারা যান অপরজন। পুলিশ ট্রাকটি জব্দ করলেও চালক পালিয়ে গেছেন। এ ঘটনায় মহাসড়কে প্রায় এক ঘণ্টা যান চলাচল বন্ধ ছিল। [15,303,194,459]
news-paragraph: নিবন্ধন শর্ত পূরণ নিয়ে নির্বাচন কমিশনের সাথে নতুন কয়েকটি দলের টানাপড়েন ছিল আলোচনার কেন্দ্রে। শাপলা প্রতীক নিয়ে দীর্ঘ নাটকীয়তার পর শেষ পর্যন্ত নিবন্ধন পায় জাতীয় নাগরিক পার্টি (এনসিপি)। আরো কয়েকটি দলের আবেদন যাচাই-বাছাই শেষে নিষ্পত্তি করে ইসি। [587,836,763,971]
prayer-start: ৩-৪৪ [68,1997,144,2019]
news-paragraph: মন্ত্রিপরিষদ বিভাগের বিজ্ঞপ্তিতে বলা হয়, বিদেশে বাংলাদেশ মিশনগুলোতেও পতাকা অর্ধনমিত রাখা হবে এবং মরহুমার রুহের মাগফিরাত কামনায় বিশেষ প্রার্থনার আয়োজন করা হবে। [970,287,1140,364]
news-paragraph: রাষ্ট্র পরিচালনার ভার যারা পাবেন, তাদের উদ্দেশে জামায়াতে ইসলামীর আমির ডা. শফিকুর রহমান বলেন, এ দেশের তরুণরা অন্যায়ের সামনে কখনো মাথা নত করেনি। জুলাই অভ্যুত্থানে তারা জীবন দিয়ে তা প্রমাণ করেছে। [15,1271,194,1364]
column-6 [961,75,1148,2355]
news-paragraph: ২০২৫ সালের এপ্রিলে কাশ্মিরের পহেলগামে পর্যটকদের ওপর বন্দুকধারীদের হামলায় ২৬ জন নিহত হন। এ ঘটনার জেরে পাল্টাপাল্টি হামলায় জড়ায় পরমাণু শক্তিধর দুই প্রতিবেশী। সিন্ধু পানিচুক্তি স্থগিত করে ভারত; আকাশসীমা বন্ধ করে পাকিস্তান। চার দিনের সঙ্ঘাত শেষে যুক্তরাষ্ট্রের মধ্যস্থতায় যুদ্ধবিরতিতে রাজি হয় দুই দেশ। তবে সীমান্তে উত্তেজনা আর কূটনৈতিক টানাপড়েন বছর শেষেও অব্যাহত রয়েছে। [1157,1012,1333,1213]
news-paragraph: সংশ্লিষ্টরা বলছেন, প্রতিদ্বন্দ্বিতাপূর্ণ নির্বাচনই গণতন্ত্র উত্তরণের প্রধান শর্ত। ভোটারদের কেন্দ্রমুখী করতে প্রচার-প্রচারণায় নতুনত্ব আনছেন প্রার্থীরা। সব দলের অংশগ্রহণে উৎসবমুখর ভোটের প্রত্যাশা করছেন সাধারণ মানুষ। [587,1807,763,1908]
byline: নয়া দিগন্ত ডেস্ক [15,178,82,191]
prayer-name: আসর [16,1997,68,2019]
prayer-col-header: জামাত [144,1929,193,1953]
article-headline: বিভিন্ন স্থানে নিহত ৫ [15,112,184,169]
prayer-row [16,1975,193,1997]
prayer-col-header: ওয়াক্ত [16,1929,68,1953]
section-subhead: বছরজুড়ে আরো যত আলোচনা [602,1531,748,1545]
news-paragraph: আদালত প্রাঙ্গণে সাবেক মন্ত্রী ও প্রভাবশালী আসামিদের হাসিমুখে হাজিরা, ভি-চিহ্ন আর স্লোগান ছিল বছরের বহুল আলোচিত দৃশ্য। বিচারপ্রার্থী ও শহীদ পরিবারগুলোর ক্ষোভের মুখে পরে হাজিরার সময় নিরাপত্তা জোরদার করা হয়। কাঠগড়ার আচরণবিধি নিয়ে নির্দেশনাও দেন আদালত। [587,1019,763,1154]
news-paragraph: জুলাই সনদ বাস্তবায়ন, গণভোট আর সংবিধান সংশোধন প্রশ্নে রাজনৈতিক দলগুলোর মতপার্থক্য ছিল বছরজুড়ে আলোচনায়। সংস্কার কমিশনগুলোর সুপারিশ ঘিরে ঐকমত্য কমিশনের দফায় দফায় সংলাপেও সব বিরোধ মেটেনি। বিশ্লেষকরা বলছেন, নতুন সংসদ যেন অকার্যকর না হয়, সে জন্য নির্বাচনের আগেই সমঝোতা জরুরি। [398,671,763,1612]
byline: নয়া দিগন্ত ডেস্ক [211,1019,278,1032]
news-paragraph: চিকিৎসক, দলের নেতাকর্মী, সহকর্মী ও দেশবাসীর ভালোবাসার জন্য সবার প্রতি কৃতজ্ঞতা জানান তিনি। পরে মরহুমার আত্মার মাগফিরাত কামনায় মোনাজাতে অংশ নেন পরিবারের সদস্যরা। [15,1120,194,1197]
news-paragraph: ডা. শফিকুর রহমান বলেন, গুম-খুন আর নিপীড়নের বিরুদ্ধে যারা লড়েছেন, ইতিহাস তাদের মনে রাখবে। আগামী নির্বাচনে জনগণের রায়ের যথাযথ প্রতিফলন ঘটবে বলে আশা প্রকাশ করেন তিনি। [15,1458,194,1534]
article-ec-schedule [211,78,381,529]
article-headline: খালেদা জিয়া ছিলেন গণতন্ত্র পুনরুদ্ধারের প্রতীক [978,1395,1132,1466]
